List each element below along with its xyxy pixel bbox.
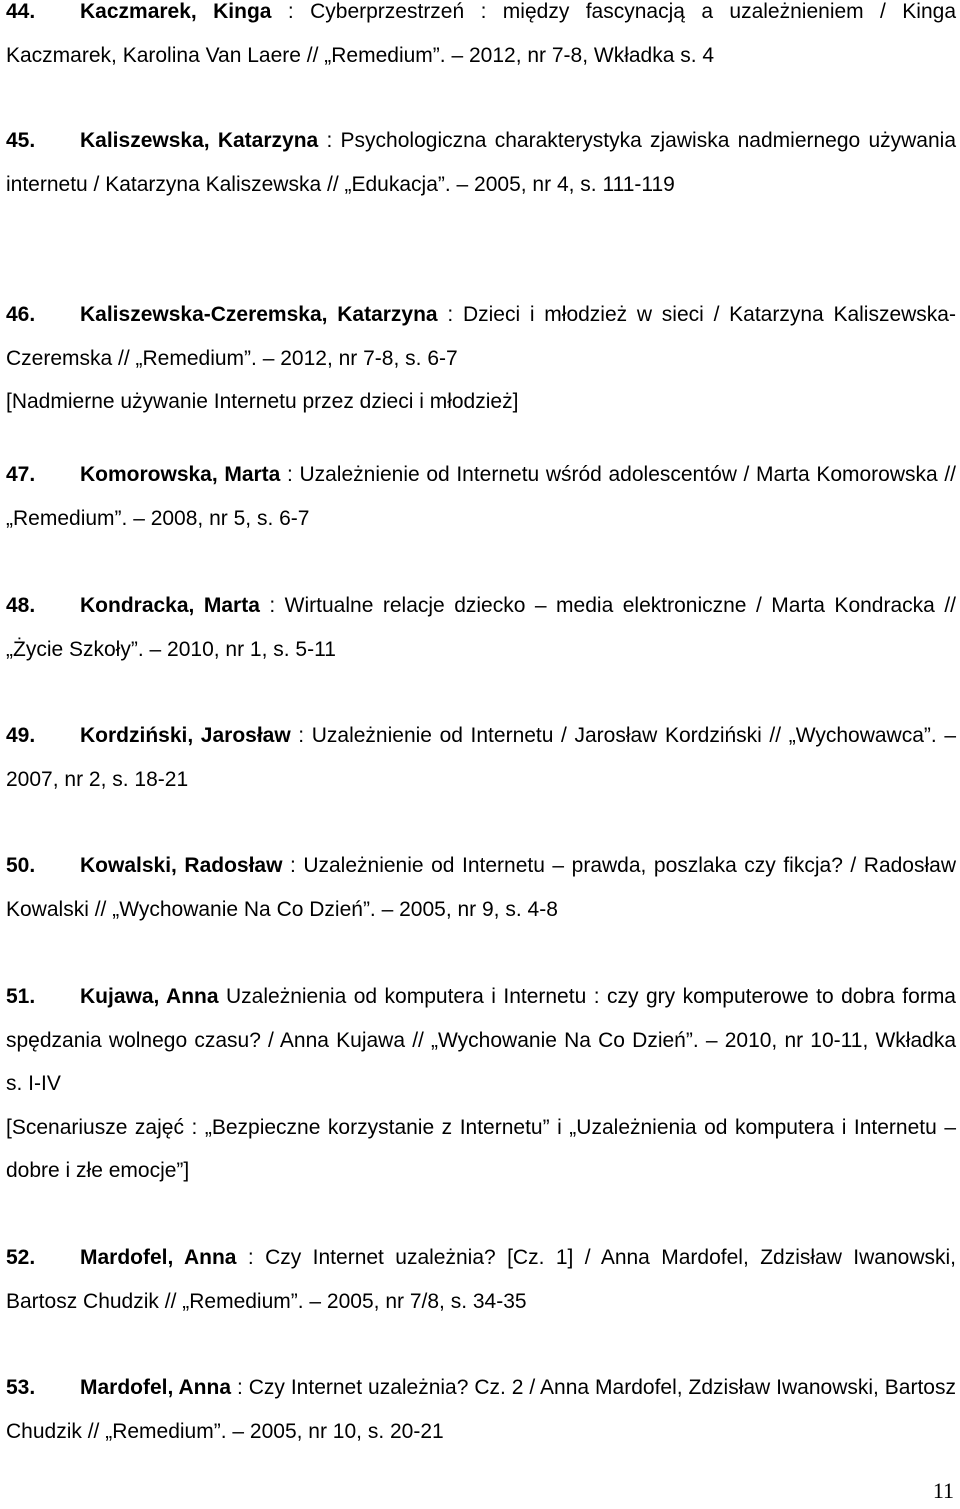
entry-note: [Scenariusze zajęć : „Bezpieczne korzystanie z Internetu” i „Uzależnienia od komputera i Internetu – dobre i złe emocje”] [6,1115,956,1182]
bibliography-entry-51 [6,975,956,1193]
entry-number: 52. [6,1246,36,1269]
entry-author: Kondracka, Marta [80,594,260,617]
entry-author: Kaczmarek, Kinga [80,0,272,23]
entry-author: Komorowska, Marta [80,463,281,486]
page-number: 11 [932,1478,954,1503]
entry-text: : Uzależnienie od Internetu wśród adolescentów / Marta Komorowska // „Remedium”. – 2008, nr 5, s. 6-7 [6,463,956,530]
entry-text: : Uzależnienie od Internetu / Jarosław Kordziński // „Wychowawca”. – 2007, nr 2, s. 18-21 [6,724,957,791]
bibliography-entry-53 [6,1366,956,1453]
entry-text: : Dzieci i młodzież w sieci / Katarzyna Kaliszewska-Czeremska // „Remedium”. – 2012, nr 7-8, s. 6-7 [6,303,956,370]
entry-text: : Uzależnienie od Internetu – prawda, poszlaka czy fikcja? / Radosław Kowalski // „Wychowanie Na Co Dzień”. – 2005, nr 9, s. 4-8 [6,854,956,921]
entry-number: 45. [6,129,36,152]
entry-author: Mardofel, Anna [80,1246,237,1269]
bibliography-entry-44 [6,0,956,77]
entry-number: 50. [6,854,36,877]
entry-author: Kujawa, Anna [80,985,219,1008]
entry-text: : Psychologiczna charakterystyka zjawiska nadmiernego używania internetu / Katarzyna Kaliszewska // „Edukacja”. – 2005, nr 4, s. 111-119 [6,129,957,196]
entry-text: Uzależnienia od komputera i Internetu : czy gry komputerowe to dobra forma spędzania wolnego czasu? / Anna Kujawa // „Wychowanie Na Co Dzień”. – 2010, nr 10-11, Wkładka s. I-IV [6,985,956,1095]
entry-number: 53. [6,1376,36,1399]
entry-number: 51. [6,985,36,1008]
entry-number: 47. [6,463,36,486]
entry-author: Kordziński, Jarosław [80,724,291,747]
entry-number: 44. [6,0,36,23]
entry-author: Kowalski, Radosław [80,854,283,877]
bibliography-entry-50 [6,844,956,931]
entry-number: 49. [6,724,36,747]
entry-text: : Cyberprzestrzeń : między fascynacją a uzależnieniem / Kinga Kaczmarek, Karolina Van Laere // „Remedium”. – 2012, nr 7-8, Wkładka s. 4 [6,0,956,67]
entry-text: : Wirtualne relacje dziecko – media elektroniczne / Marta Kondracka // „Życie Szkoły”. – 2010, nr 1, s. 5-11 [6,594,956,661]
bibliography-entry-46 [6,293,956,424]
entry-author: Mardofel, Anna [80,1376,232,1399]
bibliography-entry-48 [6,584,956,671]
bibliography-entry-49 [6,714,956,801]
entry-number: 46. [6,303,36,326]
entry-text: : Czy Internet uzależnia? [Cz. 1] / Anna Mardofel, Zdzisław Iwanowski, Bartosz Chudzik // „Remedium”. – 2005, nr 7/8, s. 34-35 [6,1246,956,1313]
entry-text: : Czy Internet uzależnia? Cz. 2 / Anna Mardofel, Zdzisław Iwanowski, Bartosz Chudzik // „Remedium”. – 2005, nr 10, s. 20-21 [6,1376,956,1443]
bibliography-entry-52 [6,1236,956,1323]
entry-author: Kaliszewska-Czeremska, Katarzyna [80,303,438,326]
entry-number: 48. [6,594,36,617]
bibliography-entry-47 [6,453,956,540]
entry-author: Kaliszewska, Katarzyna [80,129,319,152]
bibliography-entry-45 [6,119,956,206]
entry-note: [Nadmierne używanie Internetu przez dzieci i młodzież] [6,390,519,413]
